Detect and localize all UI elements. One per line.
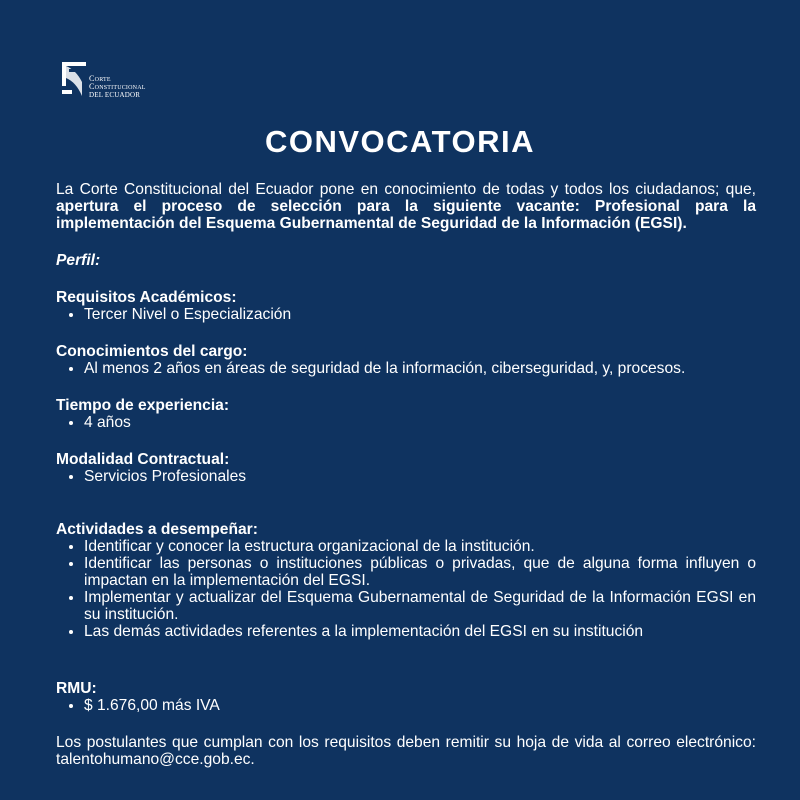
list-item: • Al menos 2 años en áreas de seguridad de la información, ciberseguridad, y, procesos.	[84, 360, 756, 377]
rmu-label: RMU:	[56, 680, 97, 697]
list-item: • Implementar y actualizar del Esquema Gubernamental de Seguridad de la Información EGSI en su institución.	[84, 589, 756, 623]
logo-line-3: DEL ECUADOR	[89, 91, 141, 99]
modalidad-list	[56, 468, 756, 485]
conocimientos-list	[56, 360, 756, 377]
actividades-list	[56, 538, 756, 640]
modalidad-label: Modalidad Contractual:	[56, 451, 230, 468]
perfil-label: Perfil:	[56, 252, 101, 269]
tiempo-list	[56, 414, 756, 431]
requisitos-label: Requisitos Académicos:	[56, 289, 237, 306]
logo-line-1: Corte	[89, 74, 111, 83]
rmu-list	[56, 697, 756, 714]
tiempo-label: Tiempo de experiencia:	[56, 397, 230, 414]
list-item: • Servicios Profesionales	[84, 468, 756, 485]
list-item: • Las demás actividades referentes a la implementación del EGSI en su institución	[84, 623, 756, 640]
conocimientos-label: Conocimientos del cargo:	[56, 343, 248, 360]
list-item: • $ 1.676,00 más IVA	[84, 697, 756, 714]
logo	[60, 60, 146, 99]
intro-paragraph	[56, 181, 756, 232]
list-item: • Identificar las personas o instituciones públicas o privadas, que de alguna forma influyen o impactan en la implementación del EGSI.	[84, 555, 756, 589]
list-item: • Tercer Nivel o Especialización	[84, 306, 756, 323]
page-title: CONVOCATORIA	[264, 124, 536, 159]
closing-paragraph: Los postulantes que cumplan con los requisitos deben remitir su hoja de vida al correo electrónico: talentohumano@cce.gob.ec.	[56, 734, 756, 768]
intro-text: La Corte Constitucional del Ecuador pone en conocimiento de todas y todos los ciudadanos; que,	[56, 181, 756, 198]
intro-bold-text: apertura el proceso de selección para la siguiente vacante: Profesional para la implementación del Esquema Gubernamental de Seguridad de la Información (EGSI).	[56, 198, 756, 232]
corte-constitucional-logo-icon	[60, 60, 88, 98]
content	[56, 181, 756, 768]
logo-text	[89, 75, 146, 99]
logo-line-2: Constitucional	[89, 82, 146, 91]
list-item: • Identificar y conocer la estructura organizacional de la institución.	[84, 538, 756, 555]
requisitos-list	[56, 306, 756, 323]
list-item: • 4 años	[84, 414, 756, 431]
actividades-label: Actividades a desempeñar:	[56, 521, 258, 538]
